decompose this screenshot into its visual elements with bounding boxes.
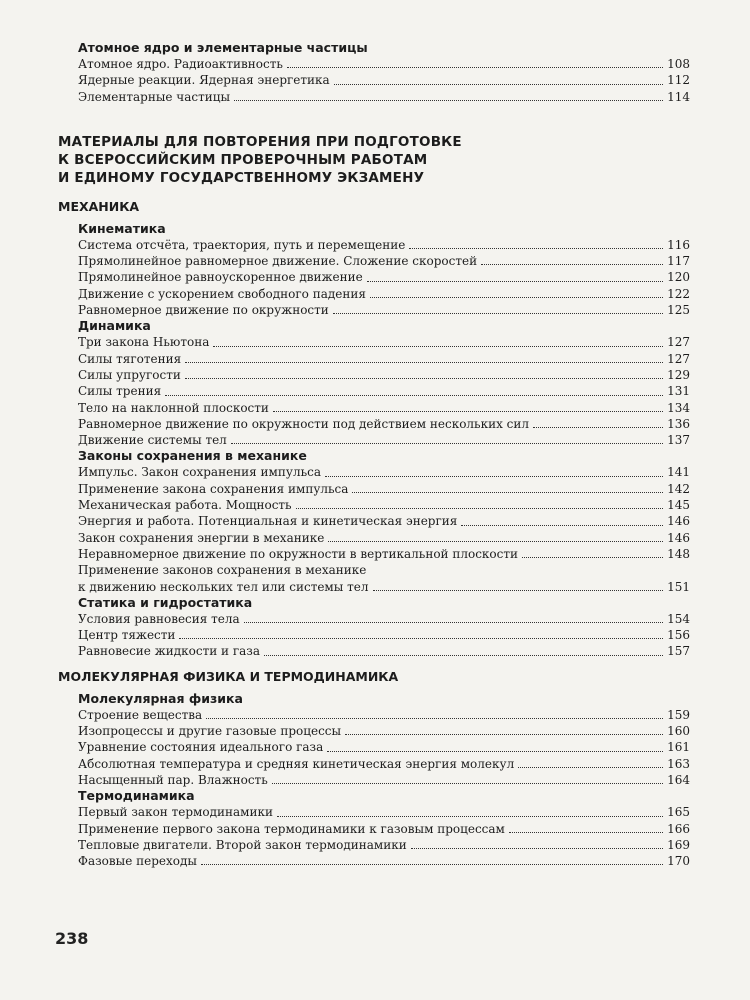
toc-entry-page: 120 bbox=[667, 270, 690, 285]
toc-entry-page: 151 bbox=[667, 579, 690, 594]
toc-entry-title: Силы упругости bbox=[78, 367, 181, 382]
toc-entry bbox=[58, 367, 690, 383]
toc-entry-title: Система отсчёта, траектория, путь и перемещение bbox=[78, 237, 406, 252]
toc-entry-title: Первый закон термодинамики bbox=[78, 805, 273, 820]
toc-entry-title: Абсолютная температура и средняя кинетическая энергия молекул bbox=[78, 756, 515, 771]
dot-leader bbox=[411, 848, 663, 849]
dot-leader bbox=[272, 783, 663, 784]
toc-entry bbox=[58, 530, 690, 546]
toc-entry bbox=[58, 334, 690, 350]
toc-entry bbox=[58, 72, 690, 88]
toc-entry-title: Уравнение состояния идеального газа bbox=[78, 740, 324, 755]
toc-entry bbox=[58, 351, 690, 367]
toc-entry-page: 108 bbox=[667, 57, 690, 71]
toc-entry-page: 159 bbox=[667, 707, 690, 722]
toc-entry-title: Равномерное движение по окружности bbox=[78, 303, 329, 318]
dot-leader bbox=[165, 395, 663, 396]
section-heading-line: МАТЕРИАЛЫ ДЛЯ ПОВТОРЕНИЯ ПРИ ПОДГОТОВКЕ bbox=[58, 133, 462, 150]
toc-entry bbox=[58, 739, 690, 755]
toc-entry-page: 116 bbox=[667, 237, 690, 252]
toc-entry-title: Применение первого закона термодинамики к газовым процессам bbox=[78, 821, 505, 836]
toc-entry-page: 112 bbox=[667, 73, 690, 88]
toc-entry-title: Фазовые переходы bbox=[78, 854, 197, 869]
dot-leader bbox=[328, 541, 663, 542]
toc-entry-page: 136 bbox=[667, 416, 690, 431]
toc-entry-page: 166 bbox=[667, 821, 690, 836]
toc-entry-page: 164 bbox=[667, 772, 690, 787]
toc-entry-title: Движение с ускорением свободного падения bbox=[78, 286, 366, 301]
table-of-contents bbox=[58, 40, 690, 869]
toc-entry-page: 161 bbox=[667, 740, 690, 755]
dot-leader bbox=[481, 264, 663, 265]
part-heading: МОЛЕКУЛЯРНАЯ ФИЗИКА И ТЕРМОДИНАМИКА bbox=[58, 668, 399, 684]
subsection-heading: Законы сохранения в механике bbox=[78, 448, 307, 464]
toc-entry bbox=[58, 821, 690, 837]
toc-entry-title: Насыщенный пар. Влажность bbox=[78, 772, 268, 787]
toc-entry-title: Атомное ядро. Радиоактивность bbox=[78, 57, 283, 71]
toc-entry-page: 137 bbox=[667, 433, 690, 448]
toc-entry bbox=[58, 302, 690, 318]
section-heading bbox=[58, 133, 690, 187]
spacer bbox=[58, 105, 690, 133]
dot-leader bbox=[206, 718, 663, 719]
toc-entry-page: 145 bbox=[667, 498, 690, 513]
dot-leader bbox=[234, 100, 663, 101]
toc-entry-page: 148 bbox=[667, 546, 690, 561]
toc-entry-page: 163 bbox=[667, 756, 690, 771]
toc-entry bbox=[58, 56, 690, 72]
toc-entry-page: 160 bbox=[667, 724, 690, 739]
toc-entry-page: 156 bbox=[667, 628, 690, 643]
dot-leader bbox=[185, 362, 663, 363]
toc-entry-title: Механическая работа. Мощность bbox=[78, 498, 292, 513]
toc-entry bbox=[58, 723, 690, 739]
toc-entry-title: Тепловые двигатели. Второй закон термодинамики bbox=[78, 837, 407, 852]
toc-entry bbox=[58, 756, 690, 772]
dot-leader bbox=[277, 816, 663, 817]
toc-entry-title: Изопроцессы и другие газовые процессы bbox=[78, 724, 342, 739]
toc-entry-page: 122 bbox=[667, 286, 690, 301]
toc-entry bbox=[58, 269, 690, 285]
subsection-heading: Молекулярная физика bbox=[78, 690, 243, 706]
toc-entry-page: 154 bbox=[667, 611, 690, 626]
dot-leader bbox=[334, 84, 663, 85]
toc-entry-title: Равновесие жидкости и газа bbox=[78, 644, 260, 659]
toc-entry bbox=[58, 237, 690, 253]
toc-entry-page: 134 bbox=[667, 400, 690, 415]
subsection-heading: Термодинамика bbox=[78, 788, 195, 804]
dot-leader bbox=[367, 281, 663, 282]
toc-entry-title: Движение системы тел bbox=[78, 433, 227, 448]
part-heading: МЕХАНИКА bbox=[58, 198, 140, 214]
dot-leader bbox=[296, 508, 663, 509]
toc-entry-title: Прямолинейное равномерное движение. Сложение скоростей bbox=[78, 254, 478, 269]
toc-entry-page: 131 bbox=[667, 384, 690, 399]
toc-entry bbox=[58, 286, 690, 302]
toc-entry-page: 157 bbox=[667, 644, 690, 659]
toc-entry-title-line: к движению нескольких тел или системы тел bbox=[78, 579, 369, 594]
toc-entry bbox=[58, 772, 690, 788]
toc-entry bbox=[58, 432, 690, 448]
dot-leader bbox=[461, 525, 663, 526]
toc-entry-title: Прямолинейное равноускоренное движение bbox=[78, 270, 363, 285]
dot-leader bbox=[409, 248, 663, 249]
dot-leader bbox=[522, 557, 663, 558]
toc-entry-title: Центр тяжести bbox=[78, 628, 176, 643]
toc-entry bbox=[58, 513, 690, 529]
toc-entry-page: 141 bbox=[667, 465, 690, 480]
dot-leader bbox=[345, 734, 663, 735]
toc-entry-page: 114 bbox=[667, 89, 690, 104]
toc-entry-title: Неравномерное движение по окружности в вертикальной плоскости bbox=[78, 546, 519, 561]
toc-entry bbox=[58, 497, 690, 513]
dot-leader bbox=[273, 411, 663, 412]
dot-leader bbox=[373, 590, 664, 591]
dot-leader bbox=[325, 476, 663, 477]
toc-entry-title: Импульс. Закон сохранения импульса bbox=[78, 465, 321, 480]
toc-entry bbox=[58, 804, 690, 820]
toc-entry bbox=[58, 611, 690, 627]
section-heading-line: К ВСЕРОССИЙСКИМ ПРОВЕРОЧНЫМ РАБОТАМ bbox=[58, 151, 428, 168]
toc-entry bbox=[58, 464, 690, 480]
toc-entry-title: Строение вещества bbox=[78, 707, 203, 722]
subsection-heading: Кинематика bbox=[78, 220, 166, 236]
toc-entry-title: Силы тяготения bbox=[78, 351, 182, 366]
section-heading-line: И ЕДИНОМУ ГОСУДАРСТВЕННОМУ ЭКЗАМЕНУ bbox=[58, 169, 425, 186]
dot-leader bbox=[244, 622, 663, 623]
toc-entry-page: 125 bbox=[667, 303, 690, 318]
toc-entry bbox=[58, 837, 690, 853]
dot-leader bbox=[213, 346, 663, 347]
toc-entry-title: Тело на наклонной плоскости bbox=[78, 400, 269, 415]
toc-entry-page: 165 bbox=[667, 805, 690, 820]
toc-entry bbox=[58, 562, 690, 595]
dot-leader bbox=[287, 67, 663, 68]
toc-entry-title: Элементарные частицы bbox=[78, 89, 230, 104]
toc-entry-page: 169 bbox=[667, 837, 690, 852]
toc-entry bbox=[58, 707, 690, 723]
dot-leader bbox=[370, 297, 663, 298]
toc-entry-page: 146 bbox=[667, 530, 690, 545]
subsection-heading: Атомное ядро и элементарные частицы bbox=[78, 40, 368, 55]
toc-entry-title: Условия равновесия тела bbox=[78, 611, 240, 626]
spacer bbox=[58, 187, 690, 199]
toc-entry-title: Применение закона сохранения импульса bbox=[78, 481, 349, 496]
dot-leader bbox=[201, 864, 663, 865]
toc-entry bbox=[58, 546, 690, 562]
toc-entry-title: Три закона Ньютона bbox=[78, 335, 210, 350]
dot-leader bbox=[352, 492, 663, 493]
toc-entry-page: 129 bbox=[667, 367, 690, 382]
toc-entry-page: 127 bbox=[667, 335, 690, 350]
toc-entry-page: 146 bbox=[667, 514, 690, 529]
dot-leader bbox=[231, 443, 663, 444]
toc-entry bbox=[58, 853, 690, 869]
toc-entry-page: 142 bbox=[667, 481, 690, 496]
subsection-heading: Статика и гидростатика bbox=[78, 594, 253, 610]
toc-entry-title: Закон сохранения энергии в механике bbox=[78, 530, 325, 545]
toc-entry-page: 127 bbox=[667, 351, 690, 366]
page-number: 238 bbox=[55, 929, 89, 948]
toc-entry bbox=[58, 481, 690, 497]
toc-entry bbox=[58, 416, 690, 432]
dot-leader bbox=[264, 655, 663, 656]
toc-entry bbox=[58, 627, 690, 643]
toc-entry bbox=[58, 253, 690, 269]
toc-entry bbox=[58, 89, 690, 105]
dot-leader bbox=[518, 767, 663, 768]
dot-leader bbox=[327, 751, 663, 752]
toc-entry-title-line: Применение законов сохранения в механике bbox=[78, 563, 367, 578]
toc-entry-title bbox=[78, 562, 369, 595]
toc-entry bbox=[58, 643, 690, 659]
toc-entry-page: 170 bbox=[667, 854, 690, 869]
dot-leader bbox=[185, 378, 663, 379]
toc-entry bbox=[58, 383, 690, 399]
toc-entry-title: Ядерные реакции. Ядерная энергетика bbox=[78, 73, 330, 88]
toc-entry bbox=[58, 400, 690, 416]
dot-leader bbox=[533, 427, 663, 428]
toc-entry-title: Силы трения bbox=[78, 384, 162, 399]
subsection-heading: Динамика bbox=[78, 318, 151, 334]
dot-leader bbox=[333, 313, 663, 314]
toc-entry-title: Энергия и работа. Потенциальная и кинетическая энергия bbox=[78, 514, 458, 529]
dot-leader bbox=[509, 832, 663, 833]
toc-entry-page: 117 bbox=[667, 254, 690, 269]
toc-entry-title: Равномерное движение по окружности под действием нескольких сил bbox=[78, 416, 529, 431]
dot-leader bbox=[179, 638, 663, 639]
spacer bbox=[58, 660, 690, 669]
